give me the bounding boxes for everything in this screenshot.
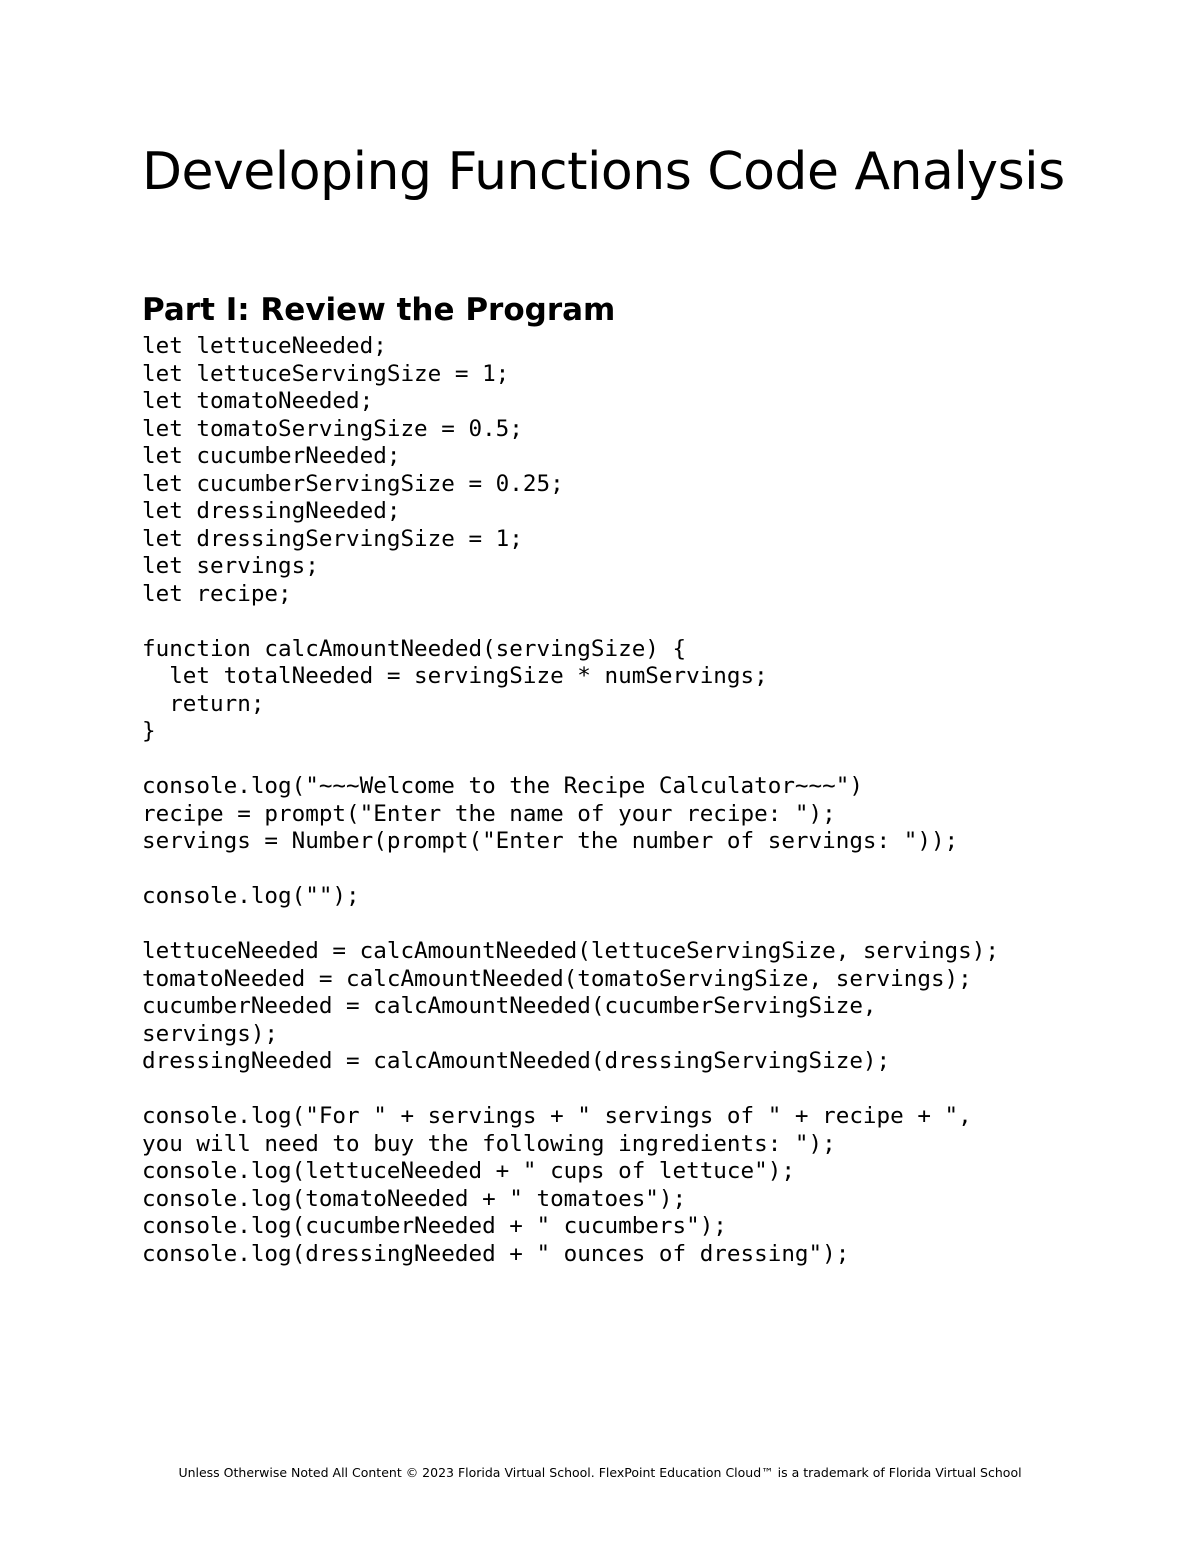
code-line: return; (142, 690, 265, 717)
code-line: you will need to buy the following ingredients: "); (142, 1130, 836, 1157)
code-line: let cucumberServingSize = 0.25; (142, 470, 564, 497)
code-line: console.log(tomatoNeeded + " tomatoes"); (142, 1185, 687, 1212)
code-line: dressingNeeded = calcAmountNeeded(dressingServingSize); (142, 1048, 891, 1074)
code-line (142, 1076, 1142, 1104)
code-line: console.log(cucumberNeeded + " cucumbers"); (142, 1213, 727, 1239)
copyright-footer: Unless Otherwise Noted All Content © 2023 Florida Virtual School. FlexPoint Education Cloud™ is a trademark of Florida Virtual School (178, 1465, 1022, 1480)
code-line: cucumberNeeded = calcAmountNeeded(cucumberServingSize, (142, 993, 877, 1019)
code-line: tomatoNeeded = calcAmountNeeded(tomatoServingSize, servings); (142, 965, 972, 992)
document-title: Developing Functions Code Analysis (142, 142, 1065, 202)
code-line: let dressingNeeded; (142, 498, 401, 524)
code-line (142, 911, 1142, 939)
code-line: } (142, 718, 156, 744)
code-line: console.log("~~~Welcome to the Recipe Calculator~~~") (142, 773, 863, 799)
code-line: let cucumberNeeded; (142, 443, 401, 469)
code-line: console.log("For " + servings + " servings of " + recipe + ", (142, 1103, 972, 1129)
code-line: let lettuceNeeded; (142, 333, 387, 359)
code-line: console.log(dressingNeeded + " ounces of dressing"); (142, 1240, 850, 1267)
code-line: console.log(lettuceNeeded + " cups of lettuce"); (142, 1158, 795, 1184)
code-line: let servings; (142, 553, 319, 579)
code-line: lettuceNeeded = calcAmountNeeded(lettuceServingSize, servings); (142, 938, 999, 964)
code-line: let tomatoServingSize = 0.5; (142, 415, 523, 442)
code-line: servings = Number(prompt("Enter the number of servings: ")); (142, 828, 959, 854)
code-line: let lettuceServingSize = 1; (142, 360, 510, 387)
code-line: recipe = prompt("Enter the name of your recipe: "); (142, 800, 836, 827)
code-line: function calcAmountNeeded(servingSize) { (142, 635, 687, 662)
code-line: let dressingServingSize = 1; (142, 525, 523, 552)
code-block (142, 333, 1142, 1268)
code-line: let totalNeeded = servingSize * numServings; (142, 663, 768, 689)
code-line: servings); (142, 1020, 279, 1047)
code-line: let tomatoNeeded; (142, 388, 374, 414)
code-line: console.log(""); (142, 883, 360, 909)
code-line (142, 856, 1142, 884)
section-heading: Part I: Review the Program (142, 292, 616, 328)
code-line: let recipe; (142, 580, 292, 607)
code-line (142, 608, 1142, 636)
code-line (142, 746, 1142, 774)
